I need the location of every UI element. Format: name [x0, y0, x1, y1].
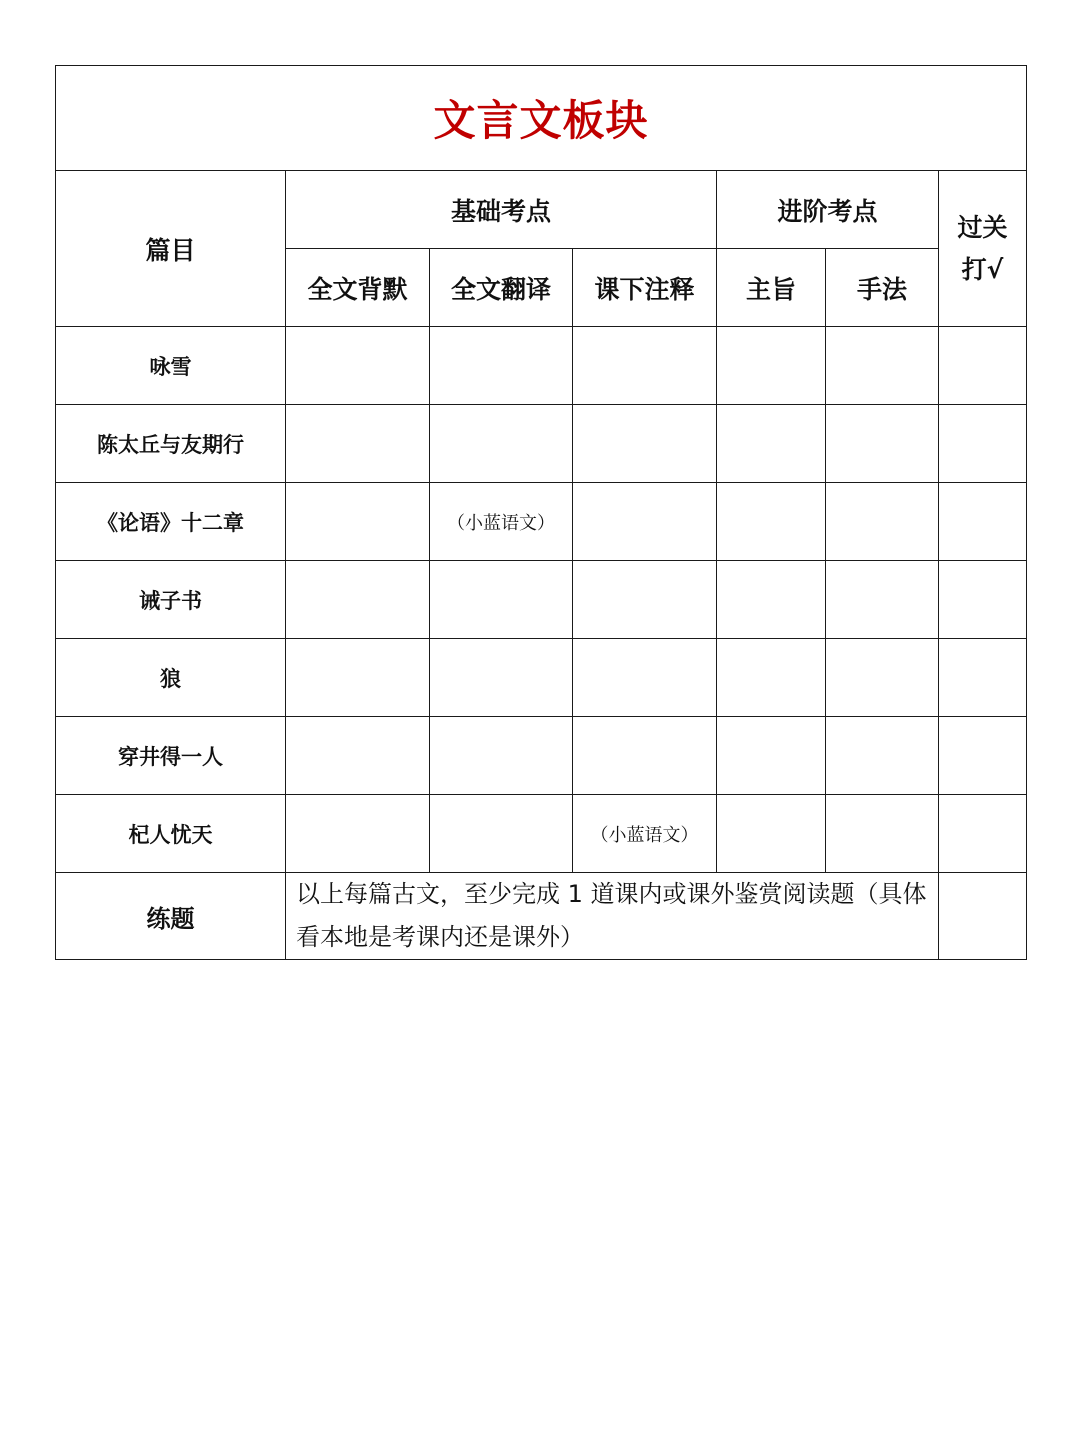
- header-pass-line2: 打√: [961, 254, 1004, 284]
- translate-cell: [430, 405, 573, 483]
- header-theme: 主旨: [717, 249, 826, 327]
- article-name: 诫子书: [56, 561, 286, 639]
- article-name: 《论语》十二章: [56, 483, 286, 561]
- article-name: 陈太丘与友期行: [56, 405, 286, 483]
- header-pass: [939, 171, 1027, 327]
- article-name: 狼: [56, 639, 286, 717]
- pass-cell: [939, 405, 1027, 483]
- table-row: [56, 795, 1027, 873]
- annotation-cell: [573, 717, 717, 795]
- technique-cell: [826, 405, 939, 483]
- exercise-text: 以上每篇古文，至少完成 1 道课内或课外鉴赏阅读题（具体看本地是考课内还是课外）: [286, 873, 939, 960]
- theme-cell: [717, 327, 826, 405]
- technique-cell: [826, 483, 939, 561]
- table-row: [56, 717, 1027, 795]
- technique-cell: [826, 327, 939, 405]
- header-pass-line1: 过关: [957, 212, 1008, 242]
- header-recite: 全文背默: [286, 249, 430, 327]
- exercise-label: 练题: [56, 873, 286, 960]
- article-name: 穿井得一人: [56, 717, 286, 795]
- technique-cell: [826, 795, 939, 873]
- annotation-cell: [573, 561, 717, 639]
- table-row: [56, 327, 1027, 405]
- pass-cell: [939, 639, 1027, 717]
- translate-cell: [430, 327, 573, 405]
- theme-cell: [717, 405, 826, 483]
- header-basic-group: 基础考点: [286, 171, 717, 249]
- header-annotation: 课下注释: [573, 249, 717, 327]
- header-article: 篇目: [56, 171, 286, 327]
- recite-cell: [286, 717, 430, 795]
- theme-cell: [717, 639, 826, 717]
- annotation-cell: [573, 327, 717, 405]
- header-technique: 手法: [826, 249, 939, 327]
- theme-cell: [717, 717, 826, 795]
- annotation-cell: （小蓝语文）: [573, 795, 717, 873]
- recite-cell: [286, 561, 430, 639]
- annotation-cell: [573, 483, 717, 561]
- pass-cell: [939, 327, 1027, 405]
- theme-cell: [717, 561, 826, 639]
- header-advanced-group: 进阶考点: [717, 171, 939, 249]
- translate-cell: [430, 561, 573, 639]
- technique-cell: [826, 717, 939, 795]
- pass-cell: [939, 483, 1027, 561]
- article-name: 咏雪: [56, 327, 286, 405]
- pass-cell: [939, 717, 1027, 795]
- recite-cell: [286, 795, 430, 873]
- translate-cell: （小蓝语文）: [430, 483, 573, 561]
- theme-cell: [717, 483, 826, 561]
- recite-cell: [286, 639, 430, 717]
- annotation-cell: [573, 639, 717, 717]
- translate-cell: [430, 717, 573, 795]
- technique-cell: [826, 639, 939, 717]
- study-table: [55, 65, 1027, 960]
- page-title: 文言文板块: [56, 66, 1027, 171]
- translate-cell: [430, 795, 573, 873]
- pass-cell: [939, 561, 1027, 639]
- exercise-pass-cell: [939, 873, 1027, 960]
- annotation-cell: [573, 405, 717, 483]
- technique-cell: [826, 561, 939, 639]
- translate-cell: [430, 639, 573, 717]
- article-name: 杞人忧天: [56, 795, 286, 873]
- theme-cell: [717, 795, 826, 873]
- recite-cell: [286, 405, 430, 483]
- table-row: [56, 561, 1027, 639]
- exercise-row: [56, 873, 1027, 960]
- recite-cell: [286, 327, 430, 405]
- header-translate: 全文翻译: [430, 249, 573, 327]
- table-row: [56, 483, 1027, 561]
- table-row: [56, 405, 1027, 483]
- pass-cell: [939, 795, 1027, 873]
- recite-cell: [286, 483, 430, 561]
- table-row: [56, 639, 1027, 717]
